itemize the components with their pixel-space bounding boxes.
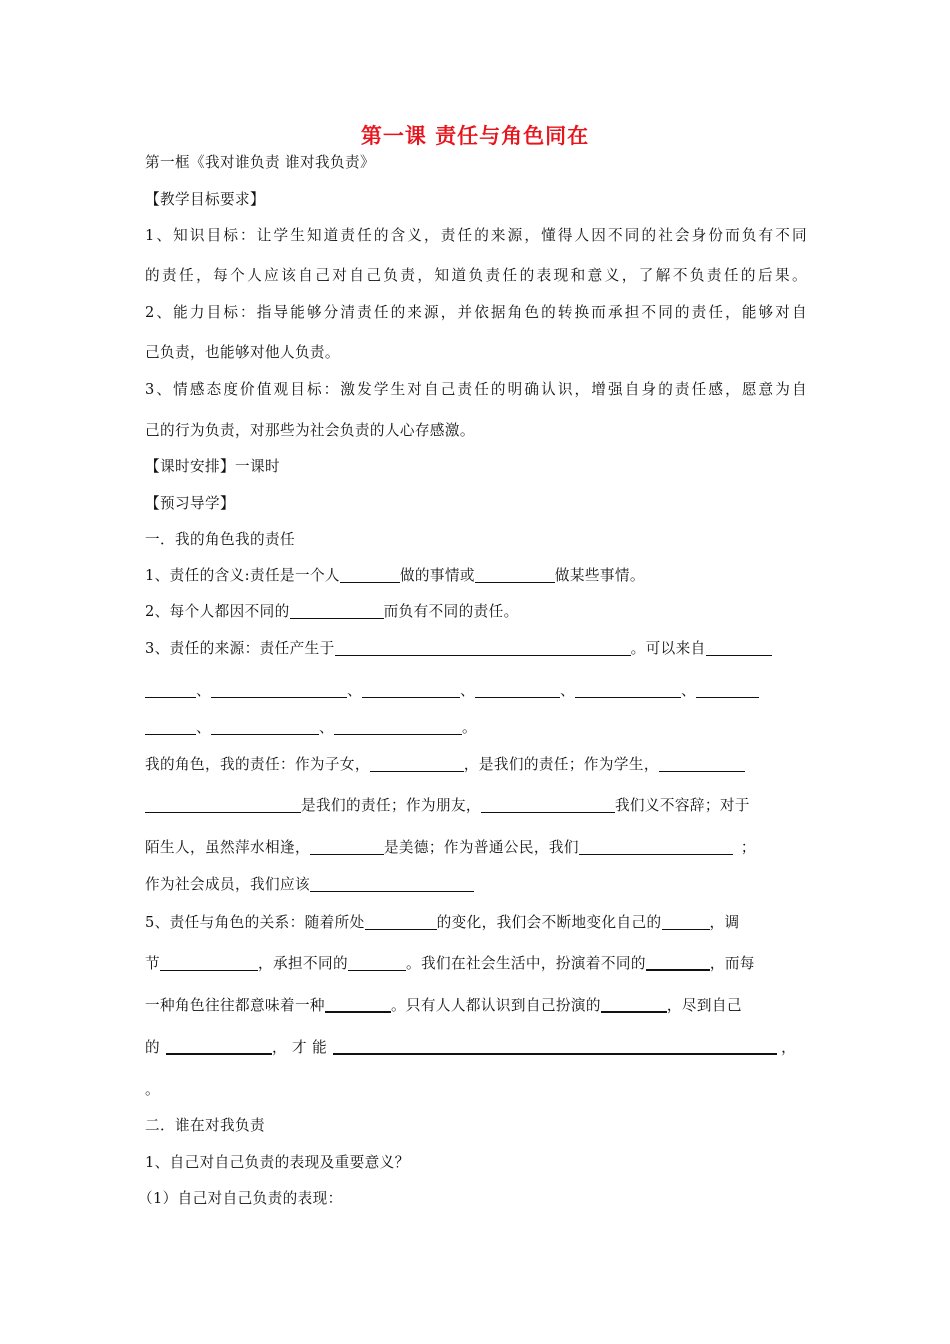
- blank[interactable]: [365, 914, 437, 930]
- blank[interactable]: [333, 1038, 777, 1055]
- blank[interactable]: [362, 682, 460, 698]
- question-5-line-1: 5、责任与角色的关系：随着所处 的变化，我们会不断地变化自己的 ，调: [145, 914, 740, 931]
- lesson-title: 第一课 责任与角色同在: [360, 124, 590, 148]
- question-4-line-3: 陌生人，虽然萍水相逢， 是美德；作为普通公民，我们 ；: [145, 839, 756, 856]
- goal-1-line-2: 的责任，每个人应该自己对自己负责，知道负责任的表现和意义，了解不负责任的后果。: [145, 267, 807, 284]
- blank[interactable]: [646, 954, 710, 971]
- question-3-line-1: 3、责任的来源：责任产生于 。可以来自: [145, 639, 807, 659]
- question-3-line-2: 、 、 、 、 、: [145, 681, 807, 701]
- goal-3-line-1: 3、情感态度价值观目标：激发学生对自己责任的明确认识，增强自身的责任感，愿意为自: [145, 381, 807, 398]
- section-2-question-1: 1、自己对自己负责的表现及重要意义？: [145, 1154, 410, 1171]
- question-4-line-1: 我的角色，我的责任：作为子女， ，是我们的责任；作为学生，: [145, 755, 807, 775]
- question-2: 2、每个人都因不同的 而负有不同的责任。: [145, 603, 519, 620]
- section-2-question-1-sub-1: （1）自己对自己负责的表现：: [138, 1190, 343, 1207]
- goal-1-line-1: 1、知识目标：让学生知道责任的含义，责任的来源，懂得人因不同的社会身份而负有不同: [145, 227, 807, 244]
- question-4-line-4: 作为社会成员，我们应该: [145, 875, 807, 895]
- blank[interactable]: [481, 797, 615, 813]
- goal-3-line-2: 己的行为负责，对那些为社会负责的人心存感激。: [145, 422, 475, 439]
- preview-heading: 【预习导学】: [145, 495, 235, 512]
- question-5-line-5: 。: [145, 1081, 160, 1098]
- section-2-heading: 二．谁在对我负责: [145, 1117, 265, 1134]
- blank[interactable]: [348, 955, 406, 971]
- question-3-line-3: 、 、 。: [145, 718, 807, 738]
- blank[interactable]: [310, 876, 474, 892]
- goals-heading: 【教学目标要求】: [145, 191, 265, 208]
- blank[interactable]: [310, 839, 384, 855]
- blank[interactable]: [145, 719, 196, 735]
- question-5-line-2: 节 ，承担不同的 。我们在社会生活中，扮演着不同的 ，而每: [145, 955, 755, 972]
- section-1-heading: 一．我的角色我的责任: [145, 531, 295, 548]
- subtitle: 第一框《我对谁负责 谁对我负责》: [145, 154, 375, 171]
- blank[interactable]: [160, 955, 258, 971]
- blank[interactable]: [575, 682, 681, 698]
- question-4-line-2: 是我们的责任；作为朋友， 我们义不容辞；对于: [145, 796, 807, 816]
- blank[interactable]: [601, 996, 667, 1013]
- blank[interactable]: [696, 682, 759, 698]
- blank[interactable]: [475, 682, 560, 698]
- question-1: 1、责任的含义:责任是一个人 做的事情或 做某些事情。: [145, 567, 645, 584]
- blank[interactable]: [335, 640, 631, 656]
- goal-2-line-1: 2、能力目标：指导能够分清责任的来源，并依据角色的转换而承担不同的责任，能够对自: [145, 304, 807, 321]
- goal-2-line-2: 己负责，也能够对他人负责。: [145, 344, 340, 361]
- blank[interactable]: [340, 567, 400, 583]
- blank[interactable]: [659, 756, 745, 772]
- blank[interactable]: [662, 914, 710, 930]
- blank[interactable]: [211, 682, 347, 698]
- blank[interactable]: [211, 719, 319, 735]
- blank[interactable]: [579, 839, 733, 855]
- blank[interactable]: [145, 797, 301, 813]
- blank[interactable]: [290, 603, 384, 619]
- blank[interactable]: [166, 1038, 272, 1055]
- blank[interactable]: [145, 682, 196, 698]
- blank[interactable]: [706, 640, 772, 656]
- question-5-line-4: 的 ， 才 能 ，: [145, 1039, 797, 1056]
- schedule-line: 【课时安排】一课时: [145, 458, 280, 475]
- blank[interactable]: [334, 719, 462, 735]
- blank[interactable]: [325, 996, 391, 1013]
- blank[interactable]: [370, 756, 464, 772]
- blank[interactable]: [475, 567, 555, 583]
- question-5-line-3: 一种角色往往都意味着一种 。只有人人都认识到自己扮演的 ，尽到自己: [145, 997, 742, 1014]
